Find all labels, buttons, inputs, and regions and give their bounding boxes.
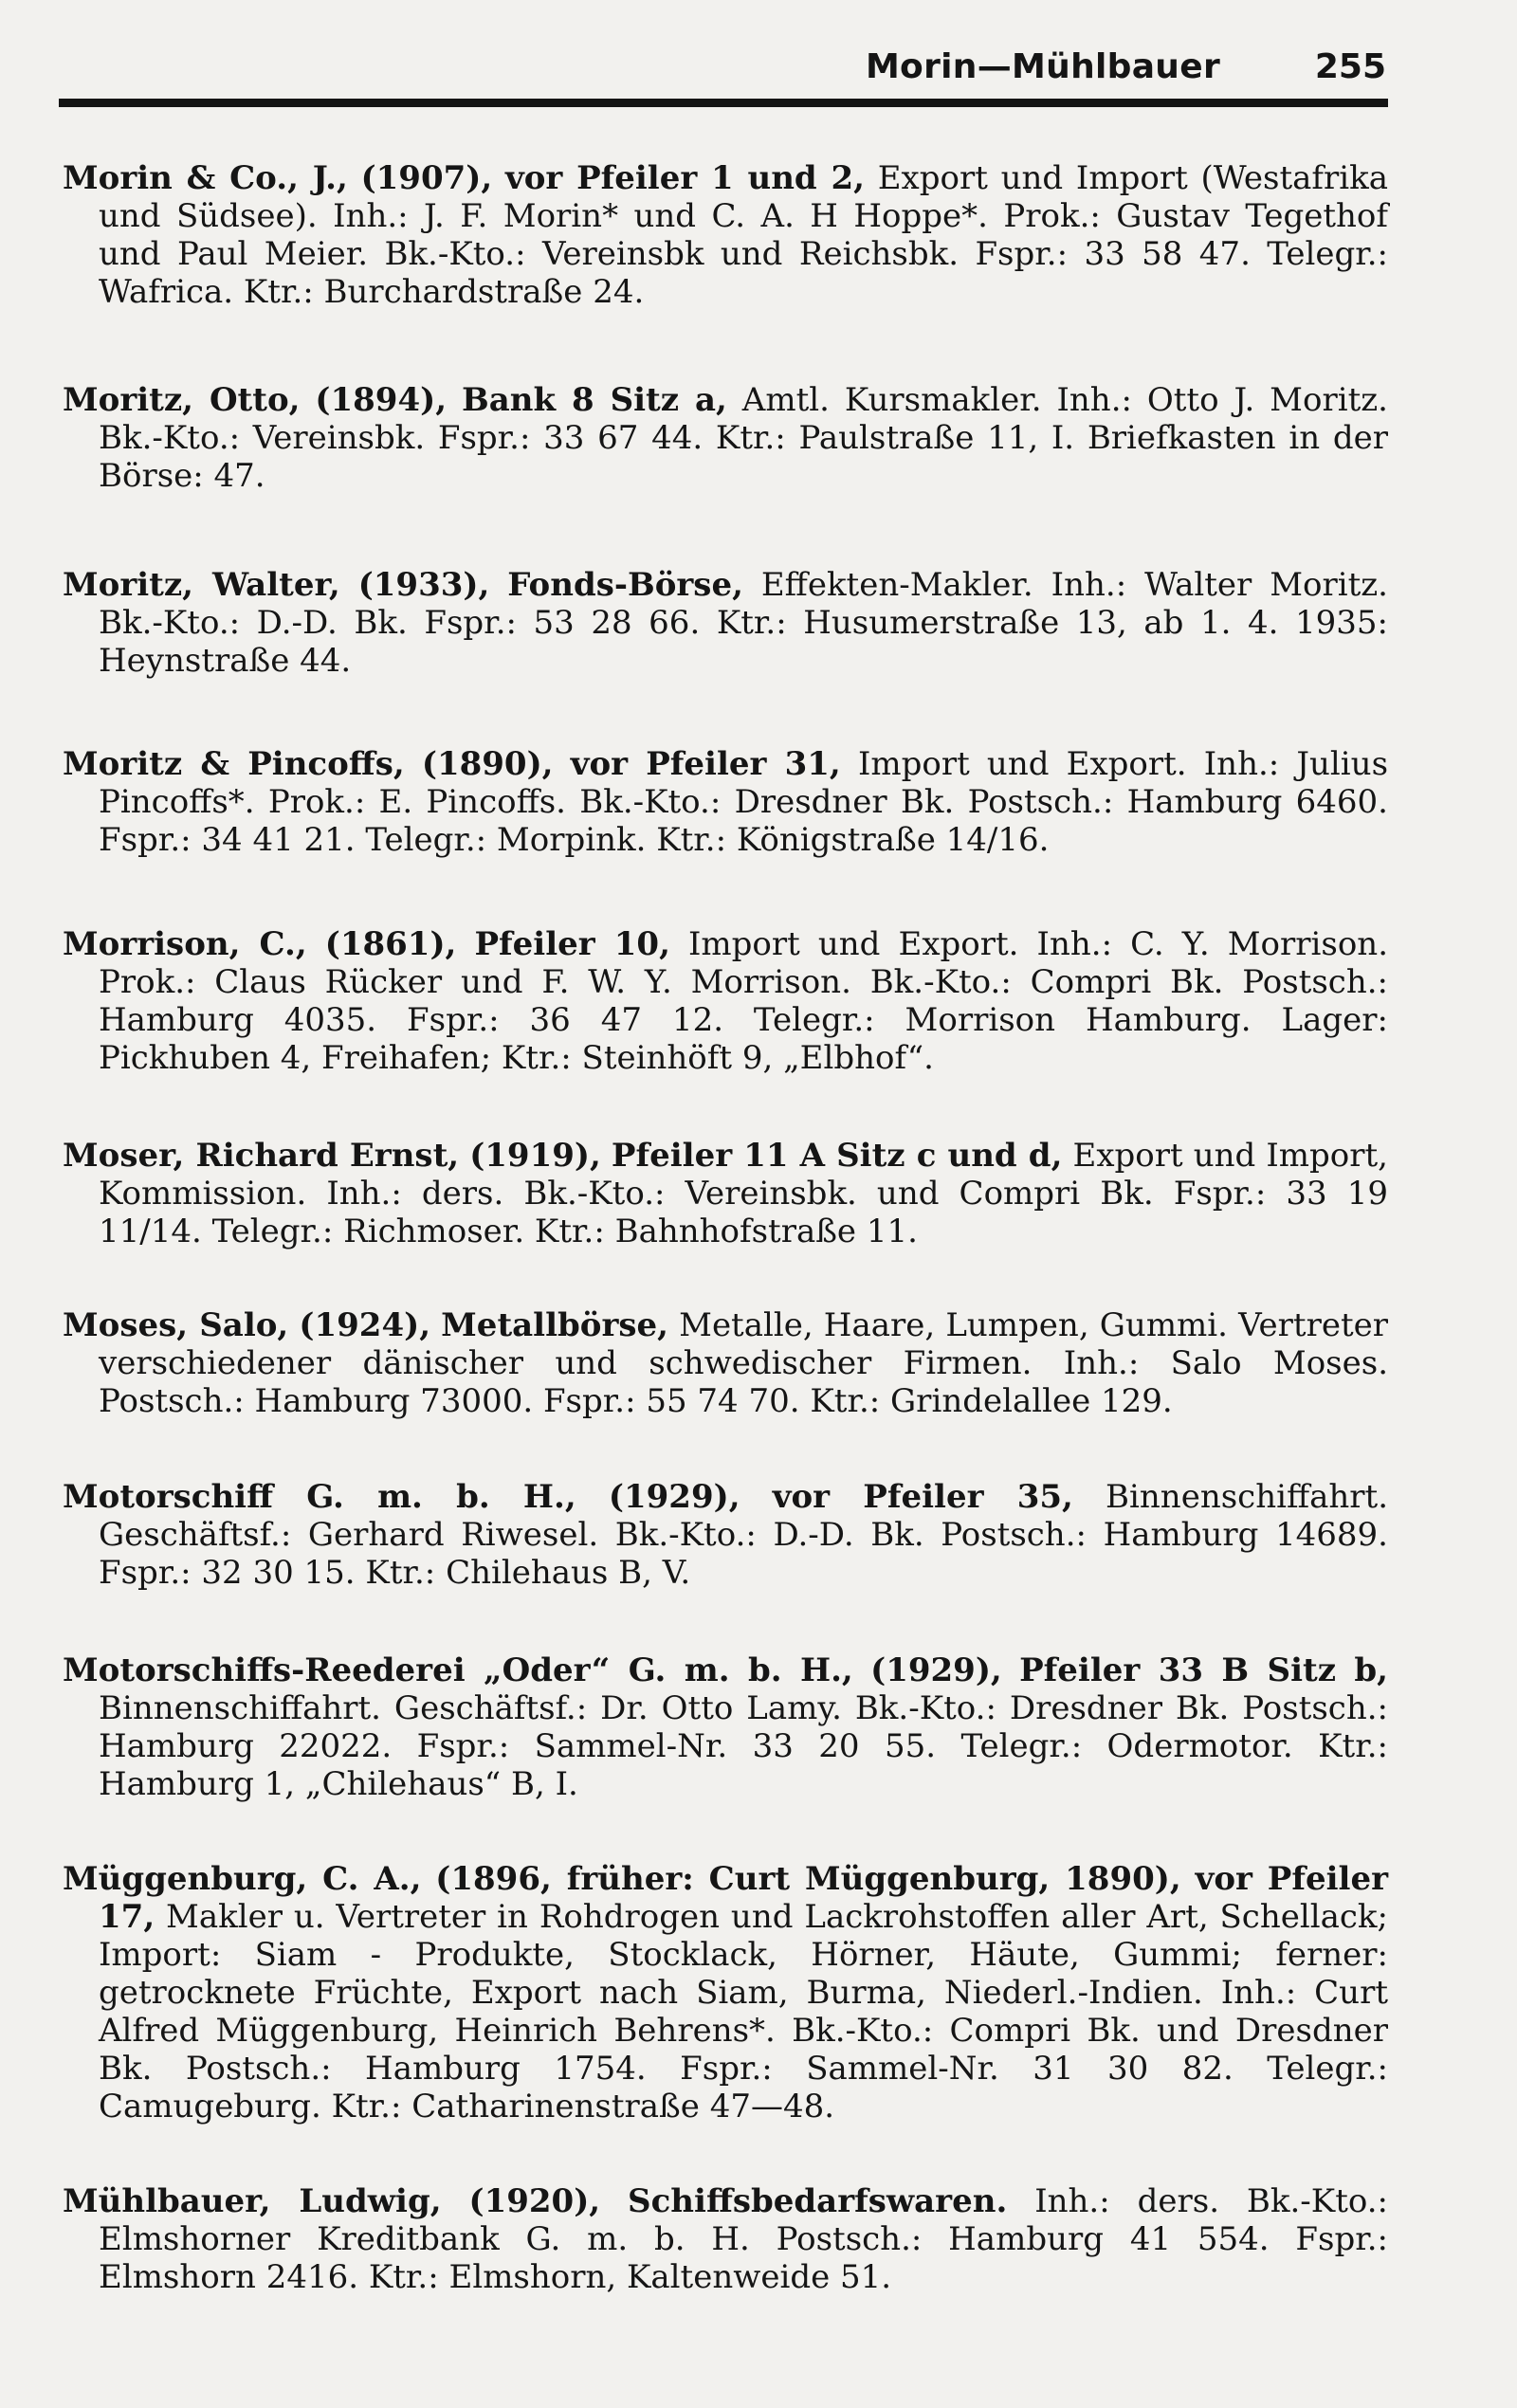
entry-name: Motorschiffs-Reederei „Oder“ G. m. b. H., <box>63 1651 853 1689</box>
entry-name: Moritz & Pincoffs, <box>63 745 405 783</box>
entry-year: (1924), <box>299 1306 431 1344</box>
entry-text: Import und Export. Inh.: C. Y. Morrison. Prok.: Claus Rücker und F. W. Y. Morrison. Bk.-Kto.: Compri Bk. Postsch.: Hamburg 4035. Fspr.: 36 47 12. Telegr.: Morrison Hamburg. Lager: Pickhuben 4, Freihafen; Ktr.: Steinhöft 9, „Elbhof“. <box>99 925 1389 1077</box>
entry-text: Binnenschiffahrt. Geschäftsf.: Gerhard Riwesel. Bk.-Kto.: D.-D. Bk. Postsch.: Hamburg 14689. Fspr.: 32 30 15. Ktr.: Chilehaus B, V. <box>99 1478 1389 1592</box>
entry-moritz-pincoffs <box>63 745 1388 859</box>
entry-year: (1920), <box>468 2182 601 2220</box>
entry-moses <box>63 1306 1388 1420</box>
entry-motorschiffs-reederei <box>63 1651 1388 1803</box>
entry-year: (1890), <box>421 745 554 783</box>
entry-name: Morrison, C., <box>63 925 307 963</box>
entry-text: Makler u. Vertreter in Rohdrogen und Lackrohstoffen aller Art, Schellack; Import: Siam - Produkte, Stocklack, Hörner, Häute, Gummi; ferner: getrocknete Früchte, Export nach Siam, Burma, Niederl.-Indien. Inh.: Curt Alfred Müggenburg, Heinrich Behrens*. Bk.-Kto.: Compri Bk. und Dresdner Bk. Postsch.: Hamburg 1754. Fspr.: Sammel-Nr. 31 30 82. Telegr.: Camugeburg. Ktr.: Catharinenstraße 47—48. <box>99 1898 1388 2125</box>
entry-morrison <box>63 925 1388 1077</box>
entry-name: Müggenburg, C. A., <box>63 1860 422 1898</box>
entry-location: vor Pfeiler 1 und 2, <box>504 159 865 197</box>
entry-year: (1896, früher: Curt Müggenburg, 1890), <box>435 1860 1181 1898</box>
entry-text: Export und Import, Kommission. Inh.: ders. Bk.-Kto.: Vereinsbk. und Compri Bk. Fspr.: 33 19 11/14. Telegr.: Richmoser. Ktr.: Bahnhofstraße 11. <box>99 1137 1388 1250</box>
entry-location: vor Pfeiler 35, <box>772 1478 1073 1516</box>
entry-morin-co <box>63 159 1388 311</box>
entry-text: Amtl. Kursmakler. Inh.: Otto J. Moritz. Bk.-Kto.: Vereinsbk. Fspr.: 33 67 44. Ktr.: Paulstraße 11, I. Briefkasten in der Börse: 47. <box>99 381 1388 495</box>
entry-year: (1919), <box>469 1137 601 1175</box>
entry-moritz-otto <box>63 381 1388 495</box>
entry-text: Inh.: ders. Bk.-Kto.: Elmshorner Kreditbank G. m. b. H. Postsch.: Hamburg 41 554. Fspr.: Elmshorn 2416. Ktr.: Elmshorn, Kaltenweide 51. <box>99 2182 1388 2296</box>
entry-name: Morin & Co., J., <box>63 159 348 197</box>
page-header <box>59 46 1386 93</box>
entry-motorschiff <box>63 1478 1388 1592</box>
entry-text: Metalle, Haare, Lumpen, Gummi. Vertreter verschiedener dänischer und schwedischer Firmen. Inh.: Salo Moses. Postsch.: Hamburg 73000. Fspr.: 55 74 70. Ktr.: Grindelallee 129. <box>99 1306 1388 1420</box>
entry-text: Effekten-Makler. Inh.: Walter Moritz. Bk.-Kto.: D.-D. Bk. Fspr.: 53 28 66. Ktr.: Husumerstraße 13, ab 1. 4. 1935: Heynstraße 44. <box>99 566 1388 680</box>
header-rule <box>59 99 1388 107</box>
entry-text: Import und Export. Inh.: Julius Pincoffs*. Prok.: E. Pincoffs. Bk.-Kto.: Dresdner Bk. Postsch.: Hamburg 6460. Fspr.: 34 41 21. Telegr.: Morpink. Ktr.: Königstraße 14/16. <box>99 745 1389 859</box>
entry-text: Export und Import (Westafrika und Südsee). Inh.: J. F. Morin* und C. A. H Hoppe*. Prok.: Gustav Tegethof und Paul Meier. Bk.-Kto.: Vereinsbk und Reichsbk. Fspr.: 33 58 47. Telegr.: Wafrica. Ktr.: Burchardstraße 24. <box>99 159 1388 311</box>
entry-location: Bank 8 Sitz a, <box>461 381 727 419</box>
entry-name: Moses, Salo, <box>63 1306 289 1344</box>
entry-moritz-walter <box>63 566 1388 680</box>
page-number: 255 <box>1314 47 1386 86</box>
entry-name: Mühlbauer, Ludwig, <box>63 2182 442 2220</box>
entry-moser <box>63 1137 1388 1250</box>
entry-location: Pfeiler 33 B Sitz b, <box>1019 1651 1388 1689</box>
entry-location: Fonds-Börse, <box>507 566 743 604</box>
entry-year: (1929), <box>608 1478 740 1516</box>
entry-location: Metallbörse, <box>441 1306 668 1344</box>
entry-year: (1933), <box>357 566 490 604</box>
entry-location: Schiffsbedarfswaren. <box>628 2182 1008 2220</box>
entry-name: Motorschiff G. m. b. H., <box>63 1478 576 1516</box>
entry-location: vor Pfeiler 17, <box>99 1860 1388 1936</box>
running-head: Morin—Mühlbauer <box>865 47 1220 86</box>
entry-name: Moritz, Otto, <box>63 381 301 419</box>
entry-muehlbauer <box>63 2182 1388 2296</box>
entry-name: Moritz, Walter, <box>63 566 340 604</box>
entry-name: Moser, Richard Ernst, <box>63 1137 460 1175</box>
entry-year: (1894), <box>315 381 448 419</box>
entry-location: vor Pfeiler 31, <box>570 745 841 783</box>
entry-year: (1907), <box>360 159 493 197</box>
entry-year: (1861), <box>324 925 457 963</box>
entry-location: Pfeiler 11 A Sitz c und d, <box>611 1137 1063 1175</box>
entry-mueggenburg <box>63 1860 1388 2125</box>
entry-text: Binnenschiffahrt. Geschäftsf.: Dr. Otto Lamy. Bk.-Kto.: Dresdner Bk. Postsch.: Hamburg 22022. Fspr.: Sammel-Nr. 33 20 55. Telegr.: Odermotor. Ktr.: Hamburg 1, „Chilehaus“ B, I. <box>99 1689 1388 1803</box>
entry-year: (1929), <box>870 1651 1002 1689</box>
entry-location: Pfeiler 10, <box>474 925 670 963</box>
